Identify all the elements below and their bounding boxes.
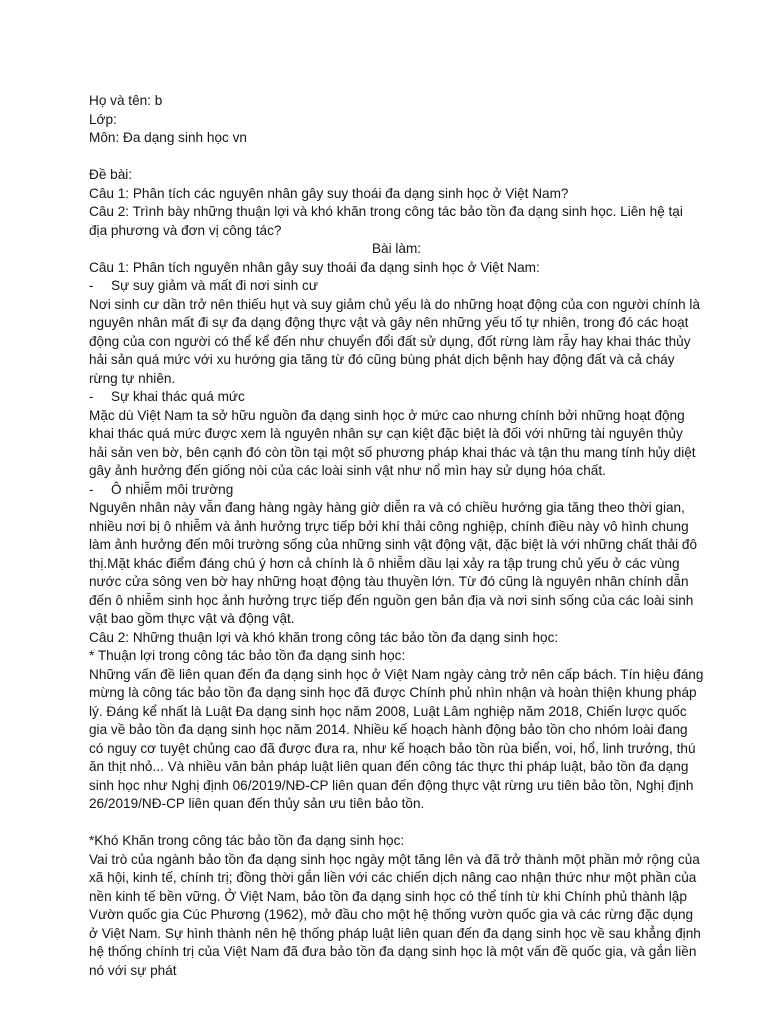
advantages-title: * Thuận lợi trong công tác bảo tồn đa dạng sinh học: (89, 648, 406, 663)
student-name-line: Họ và tên: b (89, 93, 163, 108)
section-1-title (89, 277, 704, 296)
subject-line: Môn: Đa dạng sinh học vn (89, 130, 247, 145)
difficulties-title: *Khó Khăn trong công tác bảo tồn đa dạng sinh học: (89, 833, 405, 848)
assignment-heading: Đề bài: (89, 167, 133, 182)
bullet-marker: - (89, 278, 94, 293)
section-2-paragraph: Mặc dù Việt Nam ta sở hữu nguồn đa dạng sinh học ở mức cao nhưng chính bởi những hoạt động khai thác quá mức được xem là nguyên nhân sự cạn kiệt đặc biệt là đối với những tài nguyên thủy hải sản ven bờ, bên cạnh đó còn tồn tại một số phương pháp khai thác và tận thu mang tính hủy diệt gây ảnh hưởng đến giống nòi của các loài sinh vật như nổ mìn hay sử dụng hóa chất. (89, 407, 696, 478)
section-3-title-text: Ô nhiễm môi trường (111, 481, 234, 497)
answer-question-1-title: Câu 1: Phân tích nguyên nhân gây suy thoái đa dạng sinh học ở Việt Nam: (89, 259, 540, 275)
answer-heading: Bài làm: (371, 241, 422, 256)
difficulties-paragraph: Vai trò của ngành bảo tồn đa dạng sinh học ngày một tăng lên và đã trở thành một phần mở rộng của xã hội, kinh tế, chính trị; đồng thời gắn liền với các chiến dịch nâng cao nhận thức như một phần của nền kinh tế bền vững. Ở Việt Nam, bảo tồn đa dạng sinh học có thể tính từ khi Chính phủ thành lập Vườn quốc gia Cúc Phương (1962), mở đầu cho một hệ thống vườn quốc gia và các rừng đặc dụng ở Việt Nam. Sự hình thành nên hệ thống pháp luật liên quan đến đa dạng sinh học về sau khẳng định hệ thống chính trị của Việt Nam đã đưa bảo tồn đa dạng sinh học là một vấn đề quốc gia, và gắn liền nó với sự phát (89, 851, 701, 978)
section-2-title (89, 388, 704, 407)
bullet-marker: - (89, 481, 94, 497)
assignment-question-2: Câu 2: Trình bày những thuận lợi và khó khăn trong công tác bảo tồn đa dạng sinh học. Liên hệ tại địa phương và đơn vị công tác? (89, 204, 683, 238)
section-3-title (89, 481, 704, 500)
answer-question-2-title: Câu 2: Những thuận lợi và khó khăn trong công tác bảo tồn đa dạng sinh học: (89, 629, 559, 645)
section-3-paragraph: Nguyên nhân này vẫn đang hàng ngày hàng giờ diễn ra và có chiều hướng gia tăng theo thời gian, nhiều nơi bị ô nhiễm và ảnh hưởng trực tiếp bởi khí thải công nghiệp, chính điều này vô hình chung làm ảnh hưởng đến môi trường sống của những sinh vật động vật, đặc biệt là với những chất thải đô thị.Mặt khác điểm đáng chú ý hơn cả chính là ô nhiễm dầu lại xảy ra tập trung chủ yếu ở các vùng nước cửa sông ven bờ hay những hoạt động tàu thuyền lớn. Từ đó cũng là nguyên nhân chính dẫn đến ô nhiễm sinh học ảnh hưởng trực tiếp đến nguồn gen bản địa và nơi sinh sống của các loài sinh vật bao gồm thực vật và động vật. (89, 500, 698, 626)
section-2-title-text: Sự khai thác quá mức (111, 389, 245, 404)
document-body (89, 92, 704, 980)
advantages-paragraph: Những vấn đề liên quan đến đa dạng sinh học ở Việt Nam ngày càng trở nên cấp bách. Tín hiệu đáng mừng là công tác bảo tồn đa dạng sinh học đã được Chính phủ nhìn nhận và hoàn thiện khung pháp lý. Đáng kể nhất là Luật Đa dạng sinh học năm 2008, Luật Lâm nghiệp năm 2018, Chiến lược quốc gia về bảo tồn đa dạng sinh học năm 2014. Nhiều kế hoạch hành động bảo tồn cho nhóm loài đang có nguy cơ tuyệt chủng cao đã được đưa ra, như kế hoạch bảo tồn rùa biển, voi, hổ, linh trưởng, thú ăn thịt nhỏ... Và nhiều văn bản pháp luật liên quan đến công tác thực thi pháp luật, bảo tồn đa dạng sinh học như Nghị định 06/2019/NĐ-CP liên quan đến động thực vật rừng ưu tiên bảo tồn, Nghị định 26/2019/NĐ-CP liên quan đến thủy sản ưu tiên bảo tồn. (89, 666, 704, 811)
bullet-marker: - (89, 389, 94, 404)
section-1-title-text: Sự suy giảm và mất đi nơi sinh cư (111, 278, 318, 293)
blank-line (89, 148, 704, 167)
assignment-question-1: Câu 1: Phân tích các nguyên nhân gây suy thoái đa dạng sinh học ở Việt Nam? (89, 185, 569, 201)
blank-line (89, 814, 704, 833)
section-1-paragraph: Nơi sinh cư dần trở nên thiếu hụt và suy giảm chủ yếu là do những hoạt động của con người chính là nguyên nhân mất đi sự đa dạng động thực vật và gây nên những yếu tố tự nhiên, trong đó các hoạt động của con người có thể kể đến như chuyển đổi đất sử dụng, đốt rừng làm rẫy hay khai thác thủy hải sản quá mức với xu hướng gia tăng từ đó cũng bùng phát dịch bệnh hay động đất và cả cháy rừng tự nhiên. (89, 296, 701, 386)
class-line: Lớp: (89, 111, 117, 127)
